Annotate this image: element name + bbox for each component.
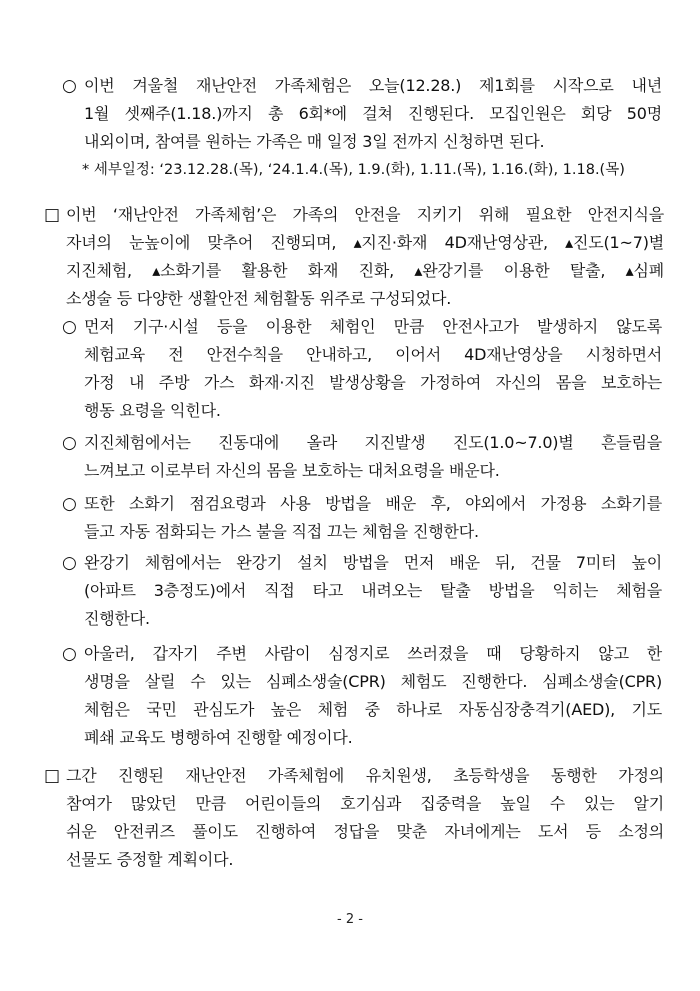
paragraph-text [66,201,664,313]
text-line: 진행한다. [84,609,150,628]
section-paragraph-safety-quiz [44,762,664,874]
text-line: 선물도 증정할 계획이다. [66,850,234,869]
bullet-paragraph-cpr [62,640,662,752]
text-line: 폐쇄 교육도 병행하여 진행할 예정이다. [84,728,353,747]
paragraph-text [84,490,662,546]
footnote-schedule-detail: * 세부일정: ‘23.12.28.(목), ‘24.1.4.(목), 1.9.(화), 1.11.(목), 1.16.(화), 1.18.(목) [82,162,625,178]
bullet-paragraph-safety-briefing [62,313,662,425]
text-line: 1월 셋째주(1.18.)까지 총 6회*에 걸쳐 진행된다. 모집인원은 회당 50명 [84,104,662,123]
square-bullet-icon: □ [44,766,61,786]
paragraph-text [66,762,664,874]
circle-bullet-icon: ○ [62,76,77,96]
text-line: 소생술 등 다양한 생활안전 체험활동 위주로 구성되었다. [66,289,452,308]
text-line: 또한 소화기 점검요령과 사용 방법을 배운 후, 야외에서 가정용 소화기를 [84,494,662,513]
section-paragraph-program-overview [44,201,664,313]
text-line: 행동 요령을 익힌다. [84,401,221,420]
text-line: 내외이며, 참여를 원하는 가족은 매 일정 3일 전까지 신청하면 된다. [84,132,545,151]
paragraph-text [84,640,662,752]
circle-bullet-icon: ○ [62,553,77,573]
circle-bullet-icon: ○ [62,433,77,453]
text-line: 참여가 많았던 만큼 어린이들의 호기심과 집중력을 높일 수 있는 알기 [66,794,664,813]
text-line: 쉬운 안전퀴즈 풀이도 진행하여 정답을 맞춘 자녀에게는 도서 등 소정의 [66,822,664,841]
text-line: 이번 ‘재난안전 가족체험’은 가족의 안전을 지키기 위해 필요한 안전지식을 [66,205,664,224]
text-line: 들고 자동 점화되는 가스 불을 직접 끄는 체험을 진행한다. [84,522,479,541]
text-line: 체험은 국민 관심도가 높은 체험 중 하나로 자동심장충격기(AED), 기도 [84,700,662,719]
text-line: 체험교육 전 안전수칙을 안내하고, 이어서 4D재난영상을 시청하면서 [84,345,662,364]
text-line: 생명을 살릴 수 있는 심폐소생술(CPR) 체험도 진행한다. 심폐소생술(CPR) [84,672,662,691]
circle-bullet-icon: ○ [62,494,77,514]
paragraph-text [84,72,662,156]
circle-bullet-icon: ○ [62,317,77,337]
paragraph-text [84,549,662,633]
page-number: - 2 - [337,912,363,927]
circle-bullet-icon: ○ [62,644,77,664]
paragraph-text [84,313,662,425]
text-line: 그간 진행된 재난안전 가족체험에 유치원생, 초등학생을 동행한 가정의 [66,766,664,785]
text-line: 자녀의 눈높이에 맞추어 진행되며, ▴지진·화재 4D재난영상관, ▴진도(1~7)별 [66,233,664,252]
text-line: 아울러, 갑자기 주변 사람이 심정지로 쓰러졌을 때 당황하지 않고 한 [84,644,662,663]
text-line: 먼저 기구·시설 등을 이용한 체험인 만큼 안전사고가 발생하지 않도록 [84,317,662,336]
bullet-paragraph-schedule [62,72,662,156]
bullet-paragraph-fire-extinguisher [62,490,662,546]
text-line: 지진체험에서는 진동대에 올라 지진발생 진도(1.0~7.0)별 흔들림을 [84,433,662,452]
text-line: (아파트 3층정도)에서 직접 타고 내려오는 탈출 방법을 익히는 체험을 [84,581,662,600]
text-line: 느껴보고 이로부터 자신의 몸을 보호하는 대처요령을 배운다. [84,461,500,480]
text-line: 지진체험, ▴소화기를 활용한 화재 진화, ▴완강기를 이용한 탈출, ▴심폐 [66,261,664,280]
text-line: 완강기 체험에서는 완강기 설치 방법을 먼저 배운 뒤, 건물 7미터 높이 [84,553,662,572]
bullet-paragraph-descender [62,549,662,633]
bullet-paragraph-earthquake [62,429,662,485]
text-line: 이번 겨울철 재난안전 가족체험은 오늘(12.28.) 제1회를 시작으로 내년 [84,76,662,95]
paragraph-text [84,429,662,485]
square-bullet-icon: □ [44,205,61,225]
text-line: 가정 내 주방 가스 화재·지진 발생상황을 가정하여 자신의 몸을 보호하는 [84,373,662,392]
